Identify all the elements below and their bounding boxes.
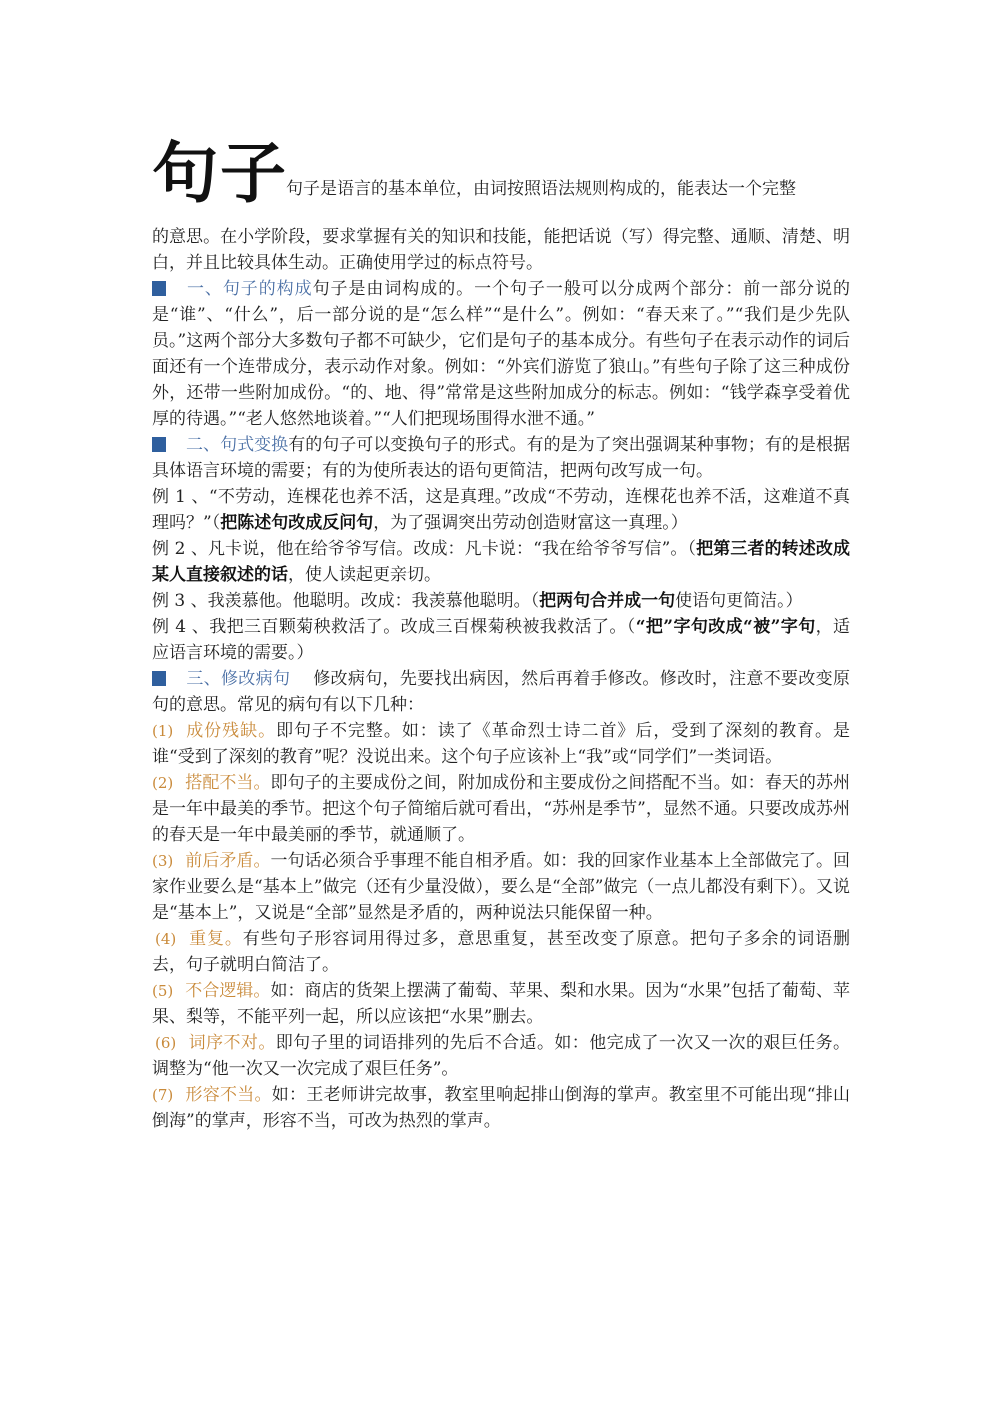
item-number: (5)	[152, 982, 174, 1000]
item-text: 如：商店的货架上摆满了葡萄、苹果、梨和水果。因为“水果”包括了葡萄、苹果、梨等，不能平列一起，所以应该把“水果”删去。	[152, 981, 851, 1027]
list-item	[152, 718, 850, 770]
item-label: 搭配不当。	[185, 773, 271, 793]
item-label: 重复。	[188, 929, 243, 949]
item-label: 不合逻辑。	[185, 981, 271, 1001]
intro-first-line: 句子是语言的基本单位，由词按照语法规则构成的，能表达一个完整	[286, 179, 796, 199]
item-number: (7)	[152, 1086, 174, 1104]
example-bold: “把”字句改成“被”字句	[635, 617, 816, 637]
item-number: (3)	[152, 852, 174, 870]
item-label: 前后矛盾。	[185, 851, 271, 871]
page-title: 句子	[152, 135, 288, 212]
item-text: 一句话必须合乎事理不能自相矛盾。如：我的回家作业基本上全部做完了。回家作业要么是“基本上”做完（还有少量没做），要么是“全部”做完（一点儿都没有剩下）。又说是“基本上”，又说是“全部”显然是矛盾的，两种说法只能保留一种。	[152, 851, 851, 923]
item-label: 成份残缺。	[185, 721, 277, 741]
example-text: 例 4 、我把三百颗菊秧救活了。改成三百棵菊秧被我救活了。（	[152, 617, 636, 637]
title-row	[152, 135, 850, 224]
example-text: 使语句更简洁。）	[675, 591, 803, 611]
item-text: 如：王老师讲完故事，教室里响起排山倒海的掌声。教室里不可能出现“排山倒海”的掌声，形容不当，可改为热烈的掌声。	[152, 1085, 850, 1131]
item-number: (6)	[155, 1034, 177, 1052]
example-3	[152, 588, 850, 614]
item-label: 词序不对。	[188, 1033, 276, 1053]
list-item	[152, 926, 850, 978]
section-heading: 二、句式变换	[186, 435, 289, 455]
example-text: 例 3 、我羡慕他。他聪明。改成：我羡慕他聪明。（	[152, 591, 540, 611]
item-number: (2)	[152, 774, 174, 792]
item-text: 有些句子形容词用得过多，意思重复，甚至改变了原意。把句子多余的词语删去，句子就明白简洁了。	[152, 929, 851, 975]
item-number: (1)	[152, 722, 174, 740]
example-text: 例 2 、凡卡说，他在给爷爷写信。改成：凡卡说：“我在给爷爷写信”。（	[152, 539, 697, 559]
section-text: 修改病句，先要找出病因，然后再着手修改。修改时，注意不要改变原句的意思。常见的病句有以下几种：	[152, 669, 851, 715]
example-2	[152, 536, 850, 588]
item-text: 即句子的主要成份之间，附加成份和主要成份之间搭配不当。如：春天的苏州是一年中最美的季节。把这个句子简缩后就可看出，“苏州是季节”，显然不通。只要改成苏州的春天是一年中最美丽的季节，就通顺了。	[152, 773, 851, 845]
list-item	[152, 1030, 850, 1082]
item-label: 形容不当。	[185, 1085, 272, 1105]
section-text: 句子是由词构成的。一个句子一般可以分成两个部分：前一部分说的是“谁”、“什么”，后一部分说的是“怎么样”“是什么”。例如：“春天来了。”“我们是少先队员。”这两个部分大多数句子都不可缺少，它们是句子的基本成分。有些句子在表示动作的词后面还有一个连带成分，表示动作对象。例如：“外宾们游览了狼山。”有些句子除了这三种成份外，还带一些附加成份。“的、地、得”常常是这些附加成分的标志。例如：“钱学森享受着优厚的待遇。”“老人悠然地谈着。”“人们把现场围得水泄不通。”	[152, 279, 851, 429]
section-heading: 三、修改病句	[186, 669, 291, 689]
example-text: ，为了强调突出劳动创造财富这一真理。）	[373, 513, 688, 533]
list-item	[152, 770, 850, 848]
list-item	[152, 1082, 850, 1134]
example-bold: 把陈述句改成反问句	[220, 513, 374, 533]
section-revision	[152, 666, 850, 718]
list-item	[152, 848, 850, 926]
square-bullet-icon	[152, 437, 166, 452]
document-page	[152, 135, 851, 1134]
example-bold: 把第三者的转述改成某人直接叙述的话	[152, 539, 850, 585]
example-1	[152, 484, 850, 536]
item-text: 即句子里的词语排列的先后不合适。如：他完成了一次又一次的艰巨任务。调整为“他一次又一次完成了艰巨任务”。	[152, 1033, 851, 1079]
item-number: (4)	[155, 930, 177, 948]
section-text: 有的句子可以变换句子的形式。有的是为了突出强调某种事物；有的是根据具体语言环境的需要；有的为使所表达的语句更简洁，把两句改写成一句。	[152, 435, 851, 481]
square-bullet-icon	[152, 281, 166, 296]
example-bold: 把两句合并成一句	[539, 591, 676, 611]
example-text: ，适应语言环境的需要。）	[152, 617, 851, 663]
example-text: ，使人读起更亲切。	[288, 565, 441, 585]
section-construction	[152, 276, 850, 432]
example-4	[152, 614, 850, 666]
section-heading: 一、句子的构成	[186, 279, 313, 299]
intro-paragraph: 的意思。在小学阶段，要求掌握有关的知识和技能，能把话说（写）得完整、通顺、清楚、明白，并且比较具体生动。正确使用学过的标点符号。	[152, 227, 850, 273]
item-text: 即句子不完整。如：读了《革命烈士诗二首》后，受到了深刻的教育。是谁“受到了深刻的教育”呢？没说出来。这个句子应该补上“我”或“同学们”一类词语。	[152, 721, 851, 767]
list-item	[152, 978, 850, 1030]
section-transform	[152, 432, 850, 484]
example-text: 例 1 、“不劳动，连棵花也养不活，这是真理。”改成“不劳动，连棵花也养不活，这难道不真理吗？”（	[152, 487, 850, 533]
square-bullet-icon	[152, 671, 166, 686]
